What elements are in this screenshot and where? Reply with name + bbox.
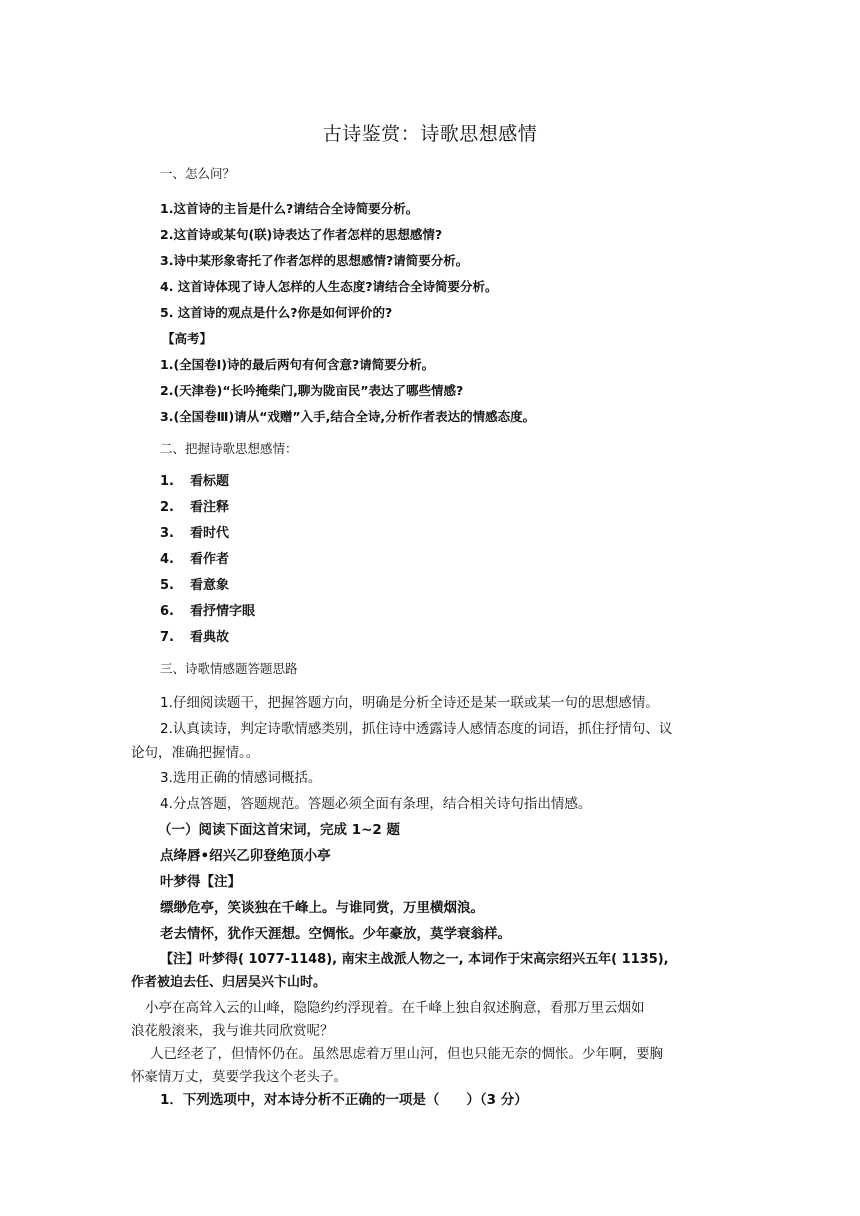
- question-item: 5. 这首诗的观点是什么?你是如何评价的?: [160, 305, 393, 320]
- list-item: [160, 603, 255, 621]
- answer-step: 4.分点答题，答题规范。答题必须全面有条理，结合相关诗句指出情感。: [160, 796, 592, 812]
- translation-paragraph-continued: 浪花般滚来，我与谁共同欣赏呢？: [131, 1023, 334, 1039]
- translation-paragraph-continued: 怀豪情万丈，莫要学我这个老头子。: [131, 1069, 347, 1085]
- poem-title: 点绛唇•绍兴乙卯登绝顶小亭: [160, 848, 331, 864]
- answer-step: 2.认真读诗，判定诗歌情感类别，抓住诗中透露诗人感情态度的词语，抓住抒情句、议: [160, 721, 673, 737]
- section2-heading: 二、把握诗歌思想感情：: [160, 441, 298, 456]
- list-number: 7.: [160, 630, 174, 645]
- poem-author: 叶梦得【注】: [160, 874, 241, 890]
- list-number: 4.: [160, 552, 174, 567]
- list-number: 3.: [160, 526, 174, 541]
- poem-verse: 老去情怀，犹作天涯想。空惆怅。少年豪放，莫学衰翁样。: [160, 926, 511, 942]
- list-text: 看标题: [190, 474, 230, 489]
- page-title: 古诗鉴赏：诗歌思想感情: [322, 123, 538, 145]
- list-item: [160, 629, 229, 647]
- gaokao-item: 1.(全国卷Ⅰ)诗的最后两句有何含意?请简要分析。: [160, 357, 435, 372]
- answer-step: 1.仔细阅读题干，把握答题方向，明确是分析全诗还是某一联或某一句的思想感情。: [160, 695, 659, 711]
- list-text: 看时代: [190, 526, 230, 541]
- question-item: 1.这首诗的主旨是什么?请结合全诗简要分析。: [160, 201, 419, 216]
- translation-paragraph: 人已经老了，但情怀仍在。虽然思虑着万里山河，但也只能无奈的惆怅。少年啊，要胸: [150, 1046, 663, 1062]
- list-text: 看注释: [190, 500, 230, 515]
- list-text: 看意象: [190, 578, 230, 593]
- list-text: 看作者: [190, 552, 230, 567]
- list-number: 2.: [160, 500, 174, 515]
- list-number: 1.: [160, 474, 174, 489]
- translation-paragraph: 小亭在高耸入云的山峰，隐隐约约浮现着。在千峰上独自叙述胸意，看那万里云烟如: [145, 1000, 645, 1016]
- list-item: [160, 577, 229, 595]
- list-number: 5.: [160, 578, 174, 593]
- answer-step: 3.选用正确的情感词概括。: [160, 770, 322, 786]
- question-item: 2.这首诗或某句(联)诗表达了作者怎样的思想感情?: [160, 227, 443, 242]
- list-item: [160, 473, 229, 491]
- list-number: 6.: [160, 604, 174, 619]
- poem-note: 【注】叶梦得( 1077-1148), 南宋主战派人物之一, 本词作于宋高宗绍兴五年( 1135),: [160, 952, 669, 967]
- gaokao-label: 【高考】: [162, 331, 213, 346]
- gaokao-item: 3.(全国卷Ⅲ)请从“戏赠”入手,结合全诗,分析作者表达的情感态度。: [160, 409, 536, 424]
- gaokao-item: 2.(天津卷)“长吟掩柴门,聊为陇亩民”表达了哪些情感?: [160, 383, 464, 398]
- list-item: [160, 551, 229, 569]
- question-1: 1．下列选项中，对本诗分析不正确的一项是（ ）（3 分）: [160, 1092, 528, 1108]
- answer-step-continued: 论句，准确把握情。。: [131, 745, 260, 761]
- list-item: [160, 499, 229, 517]
- list-text: 看抒情字眼: [190, 604, 256, 619]
- question-item: 3.诗中某形象寄托了作者怎样的思想感情?请简要分析。: [160, 253, 469, 268]
- poem-note-continued: 作者被迫去任、归居吴兴卞山时。: [131, 975, 327, 990]
- section3-heading: 三、诗歌情感题答题思路: [160, 661, 298, 676]
- reading-heading: （一）阅读下面这首宋词，完成 1~2 题: [158, 822, 400, 838]
- section1-heading: 一、怎么问？: [160, 166, 236, 181]
- question-item: 4. 这首诗体现了诗人怎样的人生态度?请结合全诗简要分析。: [160, 279, 498, 294]
- list-item: [160, 525, 229, 543]
- list-text: 看典故: [190, 630, 230, 645]
- poem-verse: 缥缈危亭，笑谈独在千峰上。与谁同赏，万里横烟浪。: [160, 900, 484, 916]
